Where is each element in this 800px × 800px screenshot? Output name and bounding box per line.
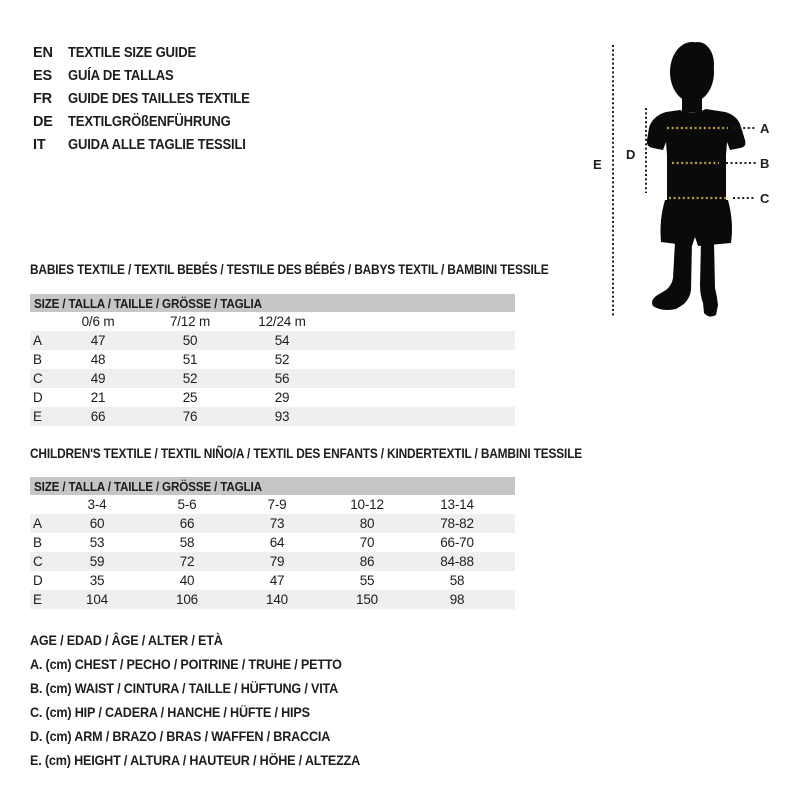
- table-row: [30, 369, 515, 388]
- size-cell: 106: [176, 592, 198, 607]
- size-cell: 48: [90, 352, 106, 367]
- size-cell: 58: [179, 535, 195, 550]
- table-row: [30, 331, 515, 350]
- size-cell: 140: [266, 592, 288, 607]
- row-label: C: [33, 371, 43, 386]
- row-label: E: [33, 409, 42, 424]
- row-label: B: [33, 352, 42, 367]
- children-table-body: [30, 514, 515, 609]
- size-cell: 59: [89, 554, 105, 569]
- language-title: GUIDE DES TAILLES TEXTILE: [68, 90, 250, 107]
- language-title: GUIDA ALLE TAGLIE TESSILI: [68, 136, 246, 153]
- child-silhouette-icon: [647, 42, 746, 317]
- size-cell: 98: [449, 592, 465, 607]
- babies-table-body: [30, 331, 515, 426]
- size-cell: 50: [182, 333, 198, 348]
- language-code: ES: [33, 67, 52, 84]
- babies-column-header-row: [30, 312, 515, 331]
- children-table-header-text: SIZE / TALLA / TAILLE / GRÖSSE / TAGLIA: [34, 478, 262, 494]
- language-row-es: [33, 64, 270, 87]
- size-cell: 78-82: [440, 516, 474, 531]
- size-cell: 58: [449, 573, 465, 588]
- legend-age-text: AGE / EDAD / ÂGE / ALTER / ETÀ: [30, 632, 223, 648]
- legend-item-hip: [30, 700, 397, 724]
- size-cell: 64: [269, 535, 285, 550]
- column-header: 5-6: [177, 497, 197, 512]
- size-cell: 150: [356, 592, 378, 607]
- language-row-de: [33, 110, 270, 133]
- size-cell: 51: [182, 352, 198, 367]
- children-size-table: [30, 477, 515, 609]
- size-cell: 72: [179, 554, 195, 569]
- language-row-en: [33, 41, 270, 64]
- language-title: GUÍA DE TALLAS: [68, 67, 174, 84]
- size-cell: 49: [90, 371, 106, 386]
- legend-age-line: [30, 628, 397, 652]
- babies-table-header-bar: [30, 294, 515, 312]
- legend-item-text: A. (cm) CHEST / PECHO / POITRINE / TRUHE / PETTO: [30, 656, 342, 672]
- language-title: TEXTILE SIZE GUIDE: [68, 44, 197, 61]
- size-cell: 86: [359, 554, 375, 569]
- size-cell: 56: [274, 371, 290, 386]
- language-title-list: [33, 41, 270, 156]
- language-code: EN: [33, 44, 53, 61]
- column-header: 10-12: [350, 497, 384, 512]
- table-row: [30, 350, 515, 369]
- babies-size-table: [30, 294, 515, 426]
- size-cell: 47: [90, 333, 106, 348]
- row-label: A: [33, 516, 42, 531]
- table-row: [30, 407, 515, 426]
- size-cell: 54: [274, 333, 290, 348]
- language-code: DE: [33, 113, 53, 130]
- children-column-header-row: [30, 495, 515, 514]
- row-label: E: [33, 592, 42, 607]
- children-section-title: [30, 445, 680, 461]
- size-cell: 79: [269, 554, 285, 569]
- row-label: A: [33, 333, 42, 348]
- size-cell: 73: [269, 516, 285, 531]
- column-header: 7/12 m: [169, 314, 211, 329]
- legend-item-text: E. (cm) HEIGHT / ALTURA / HAUTEUR / HÖHE / ALTEZZA: [30, 752, 361, 768]
- table-row: [30, 552, 515, 571]
- language-title: TEXTILGRÖßENFÜHRUNG: [68, 113, 231, 130]
- column-header: 3-4: [87, 497, 107, 512]
- size-cell: 29: [274, 390, 290, 405]
- measurement-legend: [30, 628, 397, 772]
- babies-section-title: [30, 261, 640, 277]
- column-header: 7-9: [267, 497, 287, 512]
- legend-item-text: D. (cm) ARM / BRAZO / BRAS / WAFFEN / BRACCIA: [30, 728, 331, 744]
- size-cell: 35: [89, 573, 105, 588]
- size-cell: 40: [179, 573, 195, 588]
- size-cell: 21: [90, 390, 106, 405]
- legend-item-chest: [30, 652, 397, 676]
- diagram-label-e: E: [593, 157, 602, 172]
- diagram-label-b: B: [760, 156, 770, 171]
- size-cell: 60: [89, 516, 105, 531]
- size-cell: 52: [182, 371, 198, 386]
- table-row: [30, 388, 515, 407]
- row-label: B: [33, 535, 42, 550]
- diagram-label-a: A: [760, 121, 770, 136]
- legend-item-text: B. (cm) WAIST / CINTURA / TAILLE / HÜFTUNG / VITA: [30, 680, 339, 696]
- size-cell: 66-70: [440, 535, 474, 550]
- legend-item-waist: [30, 676, 397, 700]
- legend-item-text: C. (cm) HIP / CADERA / HANCHE / HÜFTE / HIPS: [30, 704, 310, 720]
- size-cell: 93: [274, 409, 290, 424]
- size-cell: 52: [274, 352, 290, 367]
- size-cell: 84-88: [440, 554, 474, 569]
- diagram-label-c: C: [760, 191, 770, 206]
- size-cell: 104: [86, 592, 108, 607]
- babies-table-header-text: SIZE / TALLA / TAILLE / GRÖSSE / TAGLIA: [34, 295, 262, 311]
- language-code: IT: [33, 136, 46, 153]
- row-label: D: [33, 573, 43, 588]
- column-header: 0/6 m: [81, 314, 115, 329]
- column-header: 12/24 m: [258, 314, 306, 329]
- table-row: [30, 514, 515, 533]
- column-header: 13-14: [440, 497, 474, 512]
- children-table-header-bar: [30, 477, 515, 495]
- row-label: D: [33, 390, 43, 405]
- diagram-label-d: D: [626, 147, 636, 162]
- size-cell: 70: [359, 535, 375, 550]
- language-code: FR: [33, 90, 52, 107]
- table-row: [30, 533, 515, 552]
- row-label: C: [33, 554, 43, 569]
- babies-section-title-text: BABIES TEXTILE / TEXTIL BEBÉS / TESTILE DES BÉBÉS / BABYS TEXTIL / BAMBINI TESSILE: [30, 261, 549, 277]
- children-section-title-text: CHILDREN'S TEXTILE / TEXTIL NIÑO/A / TEXTIL DES ENFANTS / KINDERTEXTIL / BAMBINI TESSILE: [30, 445, 583, 461]
- size-cell: 80: [359, 516, 375, 531]
- legend-item-height: [30, 748, 397, 772]
- language-row-fr: [33, 87, 270, 110]
- table-row: [30, 571, 515, 590]
- size-cell: 47: [269, 573, 285, 588]
- size-cell: 53: [89, 535, 105, 550]
- table-row: [30, 590, 515, 609]
- size-cell: 55: [359, 573, 375, 588]
- legend-item-arm: [30, 724, 397, 748]
- size-cell: 66: [179, 516, 195, 531]
- size-cell: 66: [90, 409, 106, 424]
- measurement-diagram: [590, 30, 780, 330]
- size-cell: 25: [182, 390, 198, 405]
- language-row-it: [33, 133, 270, 156]
- size-cell: 76: [182, 409, 198, 424]
